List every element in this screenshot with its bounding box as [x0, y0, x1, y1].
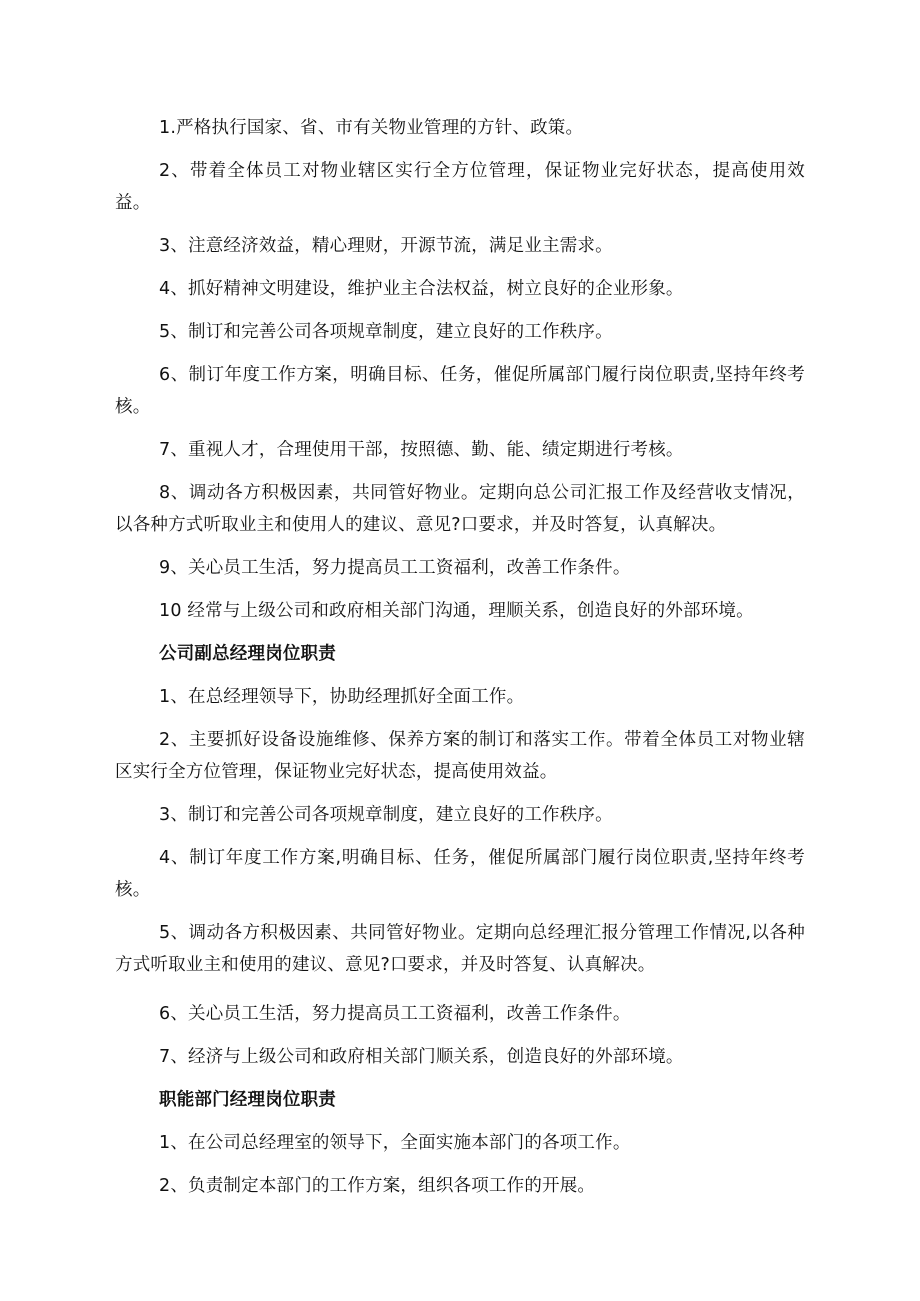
paragraph: 5、调动各方积极因素、共同管好物业。定期向总经理汇报分管理工作情况,以各种方式听取业主和使用的建议、意见?口要求，并及时答复、认真解决。: [115, 923, 805, 975]
paragraph: 9、关心员工生活，努力提高员工工资福利，改善工作条件。: [159, 558, 631, 578]
paragraph: 7、经济与上级公司和政府相关部门顺关系，创造良好的外部环境。: [159, 1047, 684, 1067]
paragraph: 4、抓好精神文明建设，维护业主合法权益，树立良好的企业形象。: [159, 279, 684, 299]
paragraph: 7、重视人才，合理使用干部，按照德、勤、能、绩定期进行考核。: [159, 440, 684, 460]
paragraph: 4、制订年度工作方案,明确目标、任务，催促所属部门履行岗位职责,坚持年终考核。: [115, 848, 805, 900]
paragraph: 3、制订和完善公司各项规章制度，建立良好的工作秩序。: [159, 805, 613, 825]
paragraph: 8、调动各方积极因素，共同管好物业。定期向总公司汇报工作及经营收支情况，以各种方式听取业主和使用人的建议、意见?口要求，并及时答复，认真解决。: [115, 483, 805, 535]
paragraph: 1、在公司总经理室的领导下，全面实施本部门的各项工作。: [159, 1133, 631, 1153]
section-heading: 职能部门经理岗位职责: [159, 1090, 336, 1110]
section-heading: 公司副总经理岗位职责: [159, 644, 336, 664]
paragraph: 5、制订和完善公司各项规章制度，建立良好的工作秩序。: [159, 322, 613, 342]
paragraph: 1.严格执行国家、省、市有关物业管理的方针、政策。: [159, 118, 584, 138]
paragraph: 2、负责制定本部门的工作方案，组织各项工作的开展。: [159, 1176, 596, 1196]
paragraph: 6、制订年度工作方案，明确目标、任务，催促所属部门履行岗位职责,坚持年终考核。: [115, 365, 805, 417]
document-page: [115, 112, 805, 1213]
paragraph: 6、关心员工生活，努力提高员工工资福利，改善工作条件。: [159, 1004, 631, 1024]
paragraph: 2、带着全体员工对物业辖区实行全方位管理，保证物业完好状态，提高使用效益。: [115, 161, 805, 213]
paragraph: 3、注意经济效益，精心理财，开源节流，满足业主需求。: [159, 236, 613, 256]
paragraph: 2、主要抓好设备设施维修、保养方案的制订和落实工作。带着全体员工对物业辖区实行全方位管理，保证物业完好状态，提高使用效益。: [115, 730, 805, 782]
paragraph: 10 经常与上级公司和政府相关部门沟通，理顺关系，创造良好的外部环境。: [159, 601, 754, 621]
paragraph: 1、在总经理领导下，协助经理抓好全面工作。: [159, 687, 525, 707]
